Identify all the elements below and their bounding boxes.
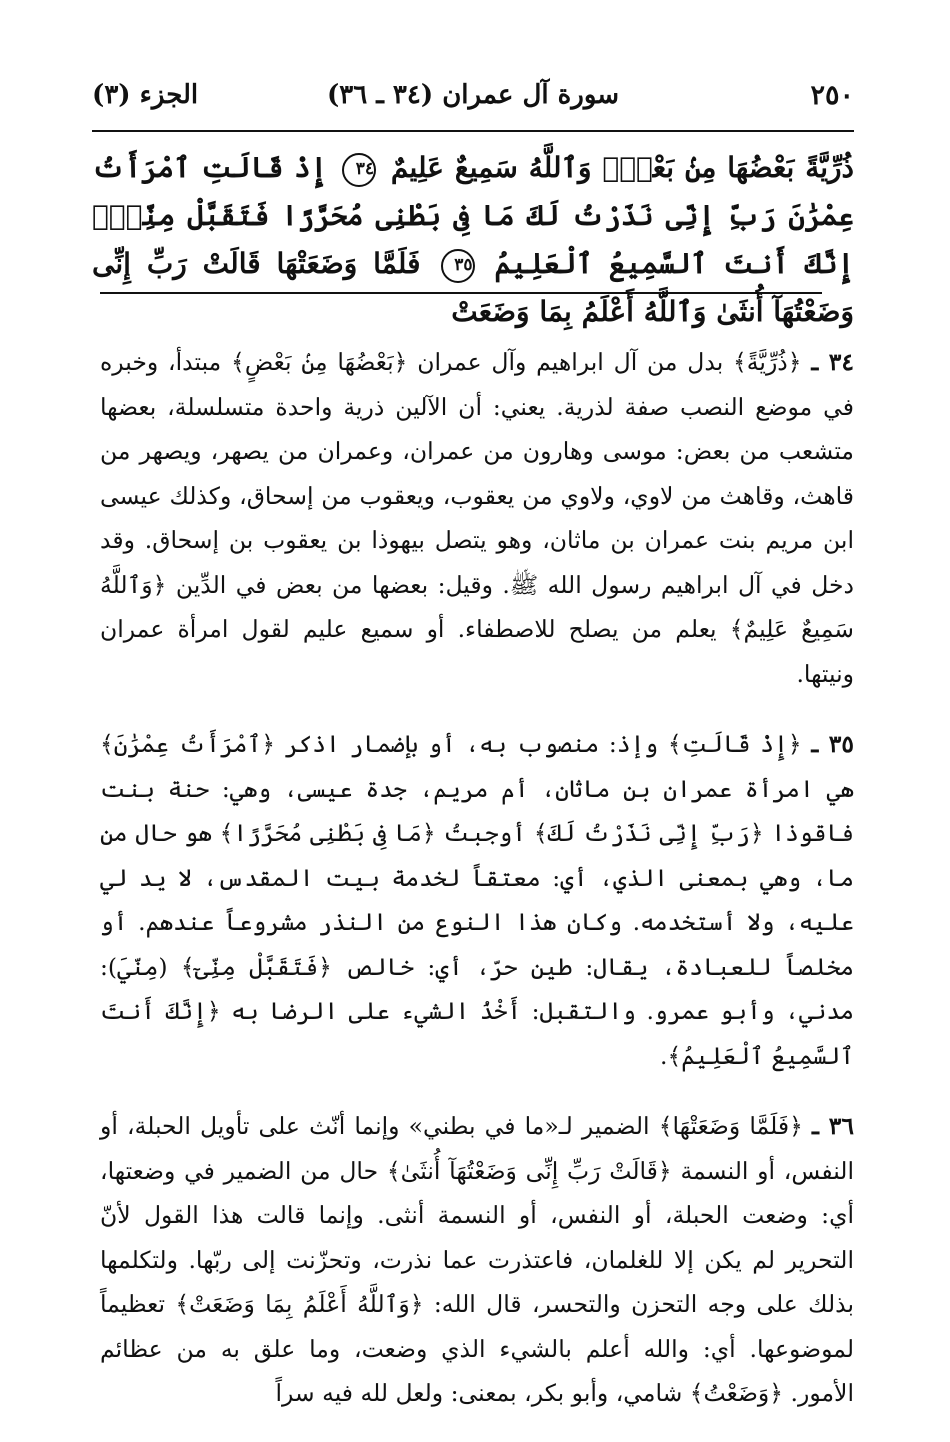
page-number: ٢٥٠	[810, 80, 854, 111]
quran-verses	[92, 144, 855, 328]
verse-segment: ذُرِّيَّةً بَعْضُهَا مِنۢ بَعْضٍۗ وَٱللَّهُ سَمِيعٌ عَلِيمٌ	[390, 151, 855, 184]
verse-segment: إِذْ قَالَتِ ٱمْرَأَتُ عِمْرَٰنَ رَبِّ إِنِّى نَذَرْتُ لَكَ مَا فِى بَطْنِى مُحَرَّرًا فَتَقَبَّلْ مِنِّىٓۖ إِنَّكَ أَنتَ ٱلسَّمِيعُ ٱلْعَلِيمُ	[92, 151, 855, 280]
verse-number: ٣٦ ـ	[812, 1112, 854, 1140]
verse-segment: فَلَمَّا وَضَعَتْهَا قَالَتْ رَبِّ إِنِّى وَضَعْتُهَآ أُنثَىٰ وَٱللَّهُ أَعْلَمُ بِمَا وَضَعَتْ	[92, 247, 854, 328]
header-divider	[92, 130, 854, 132]
commentary-paragraph	[100, 722, 854, 1078]
paragraph-text: ﴿فَلَمَّا وَضَعَتْهَا﴾ الضمير لـ«ما في بطني» وإنما أنّث على تأويل الحبلة، أو النفس، أو النسمة ﴿قَالَتْ رَبِّ إِنِّى وَضَعْتُهَآ أُنثَىٰ﴾ حال من الضمير في وضعتها، أي: وضعت الحبلة، أو النفس، أو النسمة أنثى. وإنما قالت هذا القول لأنّ التحرير لم يكن إلا للغلمان، فاعتذرت عما نذرت، وتحزّنت إلى ربّها. ولتكلمها بذلك على وجه التحزن والتحسر، قال الله: ﴿وَٱللَّهُ أَعْلَمُ بِمَا وَضَعَتْ﴾ تعظيماً لموضوعها. أي: والله أعلم بالشيء الذي وضعت، وما علق به من عظائم الأمور. ﴿وَضَعْتُ﴾ شامي، وأبو بكر، بمعنى: ولعل لله فيه سراً	[100, 1112, 854, 1407]
commentary	[100, 340, 854, 1442]
page-header	[92, 80, 854, 122]
ayah-number-marker: ٣٤	[342, 153, 376, 187]
verse-number: ٣٤ ـ	[811, 348, 854, 376]
ayah-number-marker: ٣٥	[441, 249, 475, 283]
verses-divider	[100, 292, 822, 294]
commentary-paragraph	[100, 1104, 854, 1416]
surah-title: سورة آل عمران (٣٤ ـ ٣٦)	[326, 80, 620, 110]
verse-number: ٣٥ ـ	[811, 730, 854, 758]
paragraph-text: ﴿ذُرِّيَّةً﴾ بدل من آل ابراهيم وآل عمران ﴿بَعْضُهَا مِنۢ بَعْضٍ﴾ مبتدأ، وخبره في موضع النصب صفة لذرية. يعني: أن الآلين ذرية واحدة متسلسلة، بعضها متشعب من بعض: موسى وهارون من عمران، وعمران من يصهر، ويصهر من قاهث، وقاهث من لاوي، ولاوي من يعقوب، ويعقوب من إسحاق، وكذلك عيسى ابن مريم بنت عمران بن ماثان، وهو يتصل بيهوذا بن يعقوب بن إسحاق. وقد دخل في آل ابراهيم رسول الله ﷺ. وقيل: بعضها من بعض في الدِّين ﴿وَٱللَّهُ سَمِيعٌ عَلِيمٌ﴾ يعلم من يصلح للاصطفاء. أو سميع عليم لقول امرأة عمران ونيتها.	[100, 348, 854, 688]
juz-label: الجزء (٣)	[92, 80, 199, 110]
paragraph-text: ﴿إِذْ قَالَتِ﴾ وإذ: منصوب به، أو بإضمار اذكر ﴿ٱمْرَأَتُ عِمْرَٰنَ﴾ هي امرأة عمران بن ماثان، أم مريم، جدة عيسى، وهي: حنة بنت فاقوذا ﴿رَبِّ إِنِّى نَذَرْتُ لَكَ﴾ أوجبتُ ﴿مَا فِى بَطْنِى مُحَرَّرًا﴾ هو حال من ما، وهي بمعنى الذي، أي: معتقاً لخدمة بيت المقدس، لا يد لي عليه، ولا أستخدمه. وكان هذا النوع من النذر مشروعاً عندهم. أو مخلصاً للعبادة، يقال: طين حرّ، أي: خالص ﴿فَتَقَبَّلْ مِنِّىٓ﴾ (مِنّيَ): مدني، وأبو عمرو. والتقبل: أَخْذُ الشيء على الرضا به ﴿إِنَّكَ أَنتَ ٱلسَّمِيعُ ٱلْعَلِيمُ﴾.	[100, 730, 854, 1070]
commentary-paragraph	[100, 340, 854, 696]
